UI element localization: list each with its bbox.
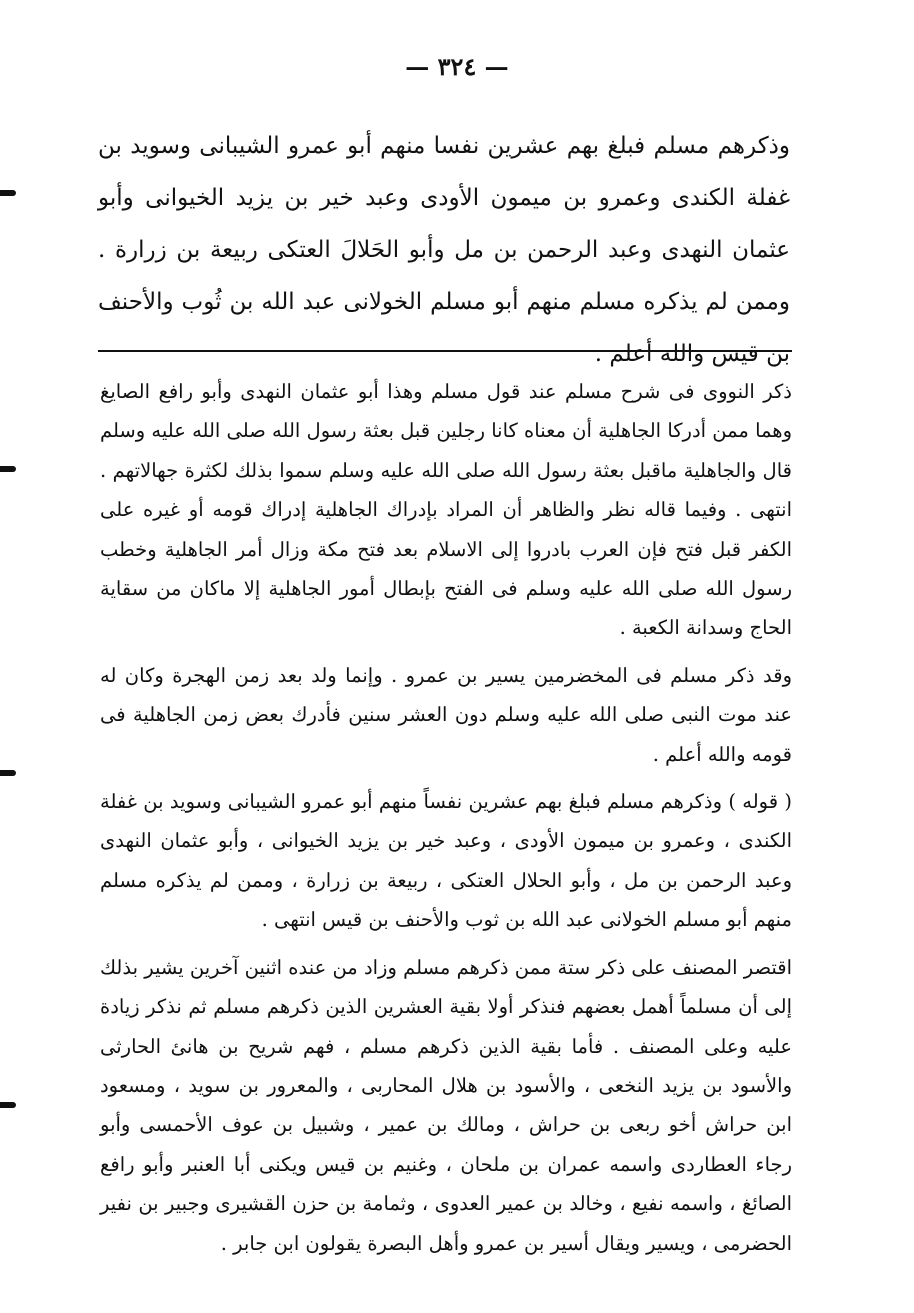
margin-mark	[0, 770, 16, 776]
page-number: — ٣٢٤ —	[405, 52, 509, 81]
margin-mark	[0, 1102, 16, 1108]
footnotes-section	[100, 372, 792, 1271]
footnote-paragraph: ( قوله ) وذكرهم مسلم فبلغ بهم عشرين نفساً منهم أبو عمرو الشيبانى وسويد بن غفلة الكندى ، وعمرو بن ميمون الأودى ، وعبد خير بن يزيد الخيوانى ، وأبو عثمان النهدى وعبد الرحمن بن مل ، وأبو الحلال العتكى ، ربيعة بن زرارة ، وممن لم يذكره مسلم منهم أبو مسلم الخولانى عبد الله بن ثوب والأحنف بن قيس انتهى .	[100, 790, 792, 932]
footnote-separator	[98, 350, 792, 352]
footnote-paragraph: اقتصر المصنف على ذكر ستة ممن ذكرهم مسلم وزاد من عنده اثنين آخرين يشير بذلك إلى أن مسلماً أهمل بعضهم فنذكر أولا بقية العشرين الذين ذكرهم مسلم ثم نذكر زيادة عليه وعلى المصنف . فأما بقية الذين ذكرهم مسلم ، فهم شريح بن هانئ الحارثى والأسود بن يزيد النخعى ، والأسود بن هلال المحاربى ، والمعرور بن سويد ، ومسعود ابن حراش أخو ربعى بن حراش ، ومالك بن عمير ، وشبيل بن عوف الأحمسى وأبو رجاء العطاردى واسمه عمران بن ملحان ، وغنيم بن قيس ويكنى أبا العنبر وأبو رافع الصائغ ، واسمه نفيع ، وخالد بن عمير العدوى ، وثمامة بن حزن القشيرى وجبير بن نفير الحضرمى ، ويسير ويقال أسير بن عمرو وأهل البصرة يقولون ابن جابر .	[100, 955, 792, 1255]
margin-mark	[0, 190, 16, 196]
margin-mark	[0, 466, 16, 472]
footnote-paragraph: ذكر النووى فى شرح مسلم عند قول مسلم وهذا أبو عثمان النهدى وأبو رافع الصايغ وهما ممن أدركا الجاهلية أن معناه كانا رجلين قبل بعثة رسول الله صلى الله عليه وسلم قال والجاهلية ماقبل بعثة رسول الله صلى الله عليه وسلم سموا بذلك لكثرة جهالاتهم . انتهى . وفيما قاله نظر والظاهر أن المراد بإدراك الجاهلية إدراك قومه أو غيره على الكفر قبل فتح فإن العرب بادروا إلى الاسلام بعد فتح مكة وزال أمر الجاهلية وخطب رسول الله صلى الله عليه وسلم فى الفتح بإبطال أمور الجاهلية إلا ماكان من سقاية الحاج وسدانة الكعبة .	[100, 380, 792, 640]
footnote-paragraph: وقد ذكر مسلم فى المخضرمين يسير بن عمرو . وإنما ولد بعد زمن الهجرة وكان له عند موت النبى صلى الله عليه وسلم دون العشر سنين فأدرك بعض زمن الجاهلية فى قومه والله أعلم .	[100, 663, 792, 766]
main-text: وذكرهم مسلم فبلغ بهم عشرين نفسا منهم أبو عمرو الشيبانى وسويد بن غفلة الكندى وعمرو بن ميمون الأودى وعبد خير بن يزيد الخيوانى وأبو عثمان النهدى وعبد الرحمن بن مل وأبو الحَلالَ العتكى ربيعة بن زرارة . وممن لم يذكره مسلم منهم أبو مسلم الخولانى عبد الله بن ثُوب والأحنف بن قيس والله أعلم .	[98, 133, 790, 367]
